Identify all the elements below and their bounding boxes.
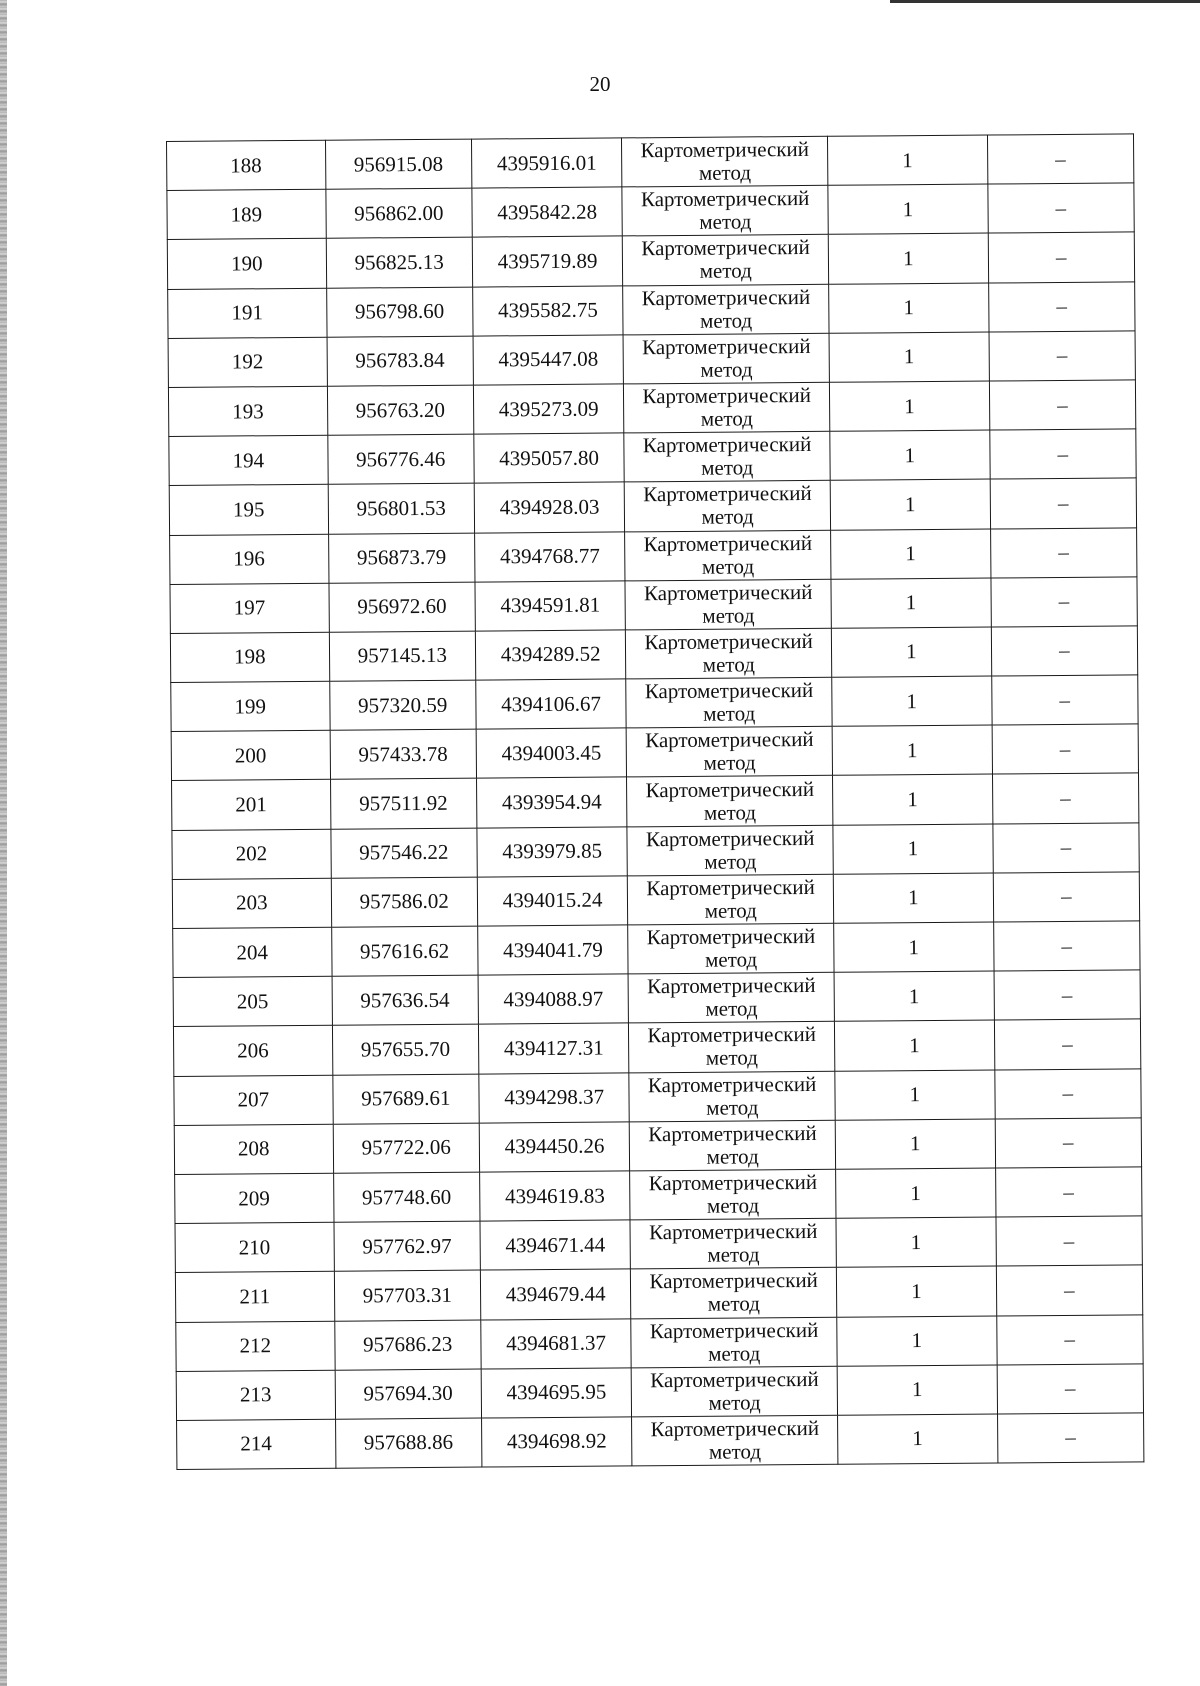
x-coordinate-cell: 957616.62 bbox=[331, 926, 478, 976]
y-coordinate-cell: 4394127.31 bbox=[478, 1023, 629, 1073]
y-coordinate-cell: 4394681.37 bbox=[481, 1318, 632, 1368]
method-line-2: метод bbox=[704, 947, 758, 972]
method-cell bbox=[626, 727, 832, 778]
method-line-2: метод bbox=[702, 652, 755, 677]
description-cell: – bbox=[996, 1265, 1143, 1315]
accuracy-cell: 1 bbox=[831, 529, 991, 579]
point-number-cell: 206 bbox=[173, 1026, 332, 1076]
method-cell bbox=[626, 677, 832, 728]
accuracy-cell: 1 bbox=[833, 824, 993, 874]
table-row bbox=[177, 1413, 1144, 1470]
point-number-cell: 196 bbox=[170, 534, 329, 584]
table-row bbox=[169, 429, 1136, 486]
point-number-cell: 213 bbox=[176, 1370, 335, 1420]
method-line-1: Картометрический bbox=[647, 1071, 817, 1097]
y-coordinate-cell: 4395916.01 bbox=[471, 138, 622, 188]
method-cell bbox=[630, 1218, 836, 1269]
table-row bbox=[174, 1118, 1141, 1175]
method-cell bbox=[625, 530, 831, 581]
description-cell: – bbox=[993, 921, 1140, 971]
method-line-2: метод bbox=[699, 209, 752, 235]
x-coordinate-cell: 957320.59 bbox=[329, 680, 476, 730]
table-row bbox=[171, 724, 1138, 781]
table-row bbox=[175, 1265, 1142, 1322]
accuracy-cell: 1 bbox=[827, 135, 987, 185]
method-cell bbox=[628, 874, 834, 925]
y-coordinate-cell: 4394591.81 bbox=[475, 581, 626, 631]
point-number-cell: 201 bbox=[172, 780, 331, 830]
method-cell bbox=[630, 1169, 836, 1220]
method-cell bbox=[627, 825, 833, 876]
point-number-cell: 214 bbox=[177, 1419, 336, 1469]
accuracy-cell: 1 bbox=[834, 971, 994, 1021]
description-cell: – bbox=[991, 626, 1138, 676]
accuracy-cell: 1 bbox=[837, 1365, 997, 1415]
method-cell bbox=[623, 235, 829, 286]
method-line-1: Картометрический bbox=[645, 825, 815, 851]
y-coordinate-cell: 4395582.75 bbox=[473, 285, 624, 335]
point-number-cell: 212 bbox=[176, 1321, 335, 1371]
x-coordinate-cell: 957688.86 bbox=[335, 1418, 482, 1468]
description-cell: – bbox=[989, 429, 1136, 479]
y-coordinate-cell: 4394671.44 bbox=[480, 1220, 631, 1270]
x-coordinate-cell: 957546.22 bbox=[331, 828, 478, 878]
point-number-cell: 190 bbox=[167, 239, 326, 289]
description-cell: – bbox=[990, 478, 1137, 528]
top-rule bbox=[890, 0, 1200, 3]
x-coordinate-cell: 957686.23 bbox=[334, 1320, 481, 1370]
y-coordinate-cell: 4394015.24 bbox=[477, 876, 628, 926]
method-line-1: Картометрический bbox=[646, 924, 816, 950]
method-line-2: метод bbox=[706, 1144, 759, 1169]
x-coordinate-cell: 957655.70 bbox=[332, 1024, 479, 1074]
method-cell bbox=[631, 1366, 837, 1417]
accuracy-cell: 1 bbox=[834, 1020, 994, 1070]
table-row bbox=[175, 1167, 1142, 1224]
x-coordinate-cell: 956873.79 bbox=[328, 533, 475, 583]
method-line-2: метод bbox=[708, 1340, 761, 1366]
method-cell bbox=[622, 136, 828, 187]
method-line-2: метод bbox=[705, 1045, 759, 1071]
x-coordinate-cell: 956801.53 bbox=[328, 483, 475, 533]
description-cell: – bbox=[994, 970, 1141, 1020]
method-line-1: Картометрический bbox=[648, 1120, 817, 1147]
description-cell: – bbox=[992, 724, 1139, 774]
method-line-1: Картометрический bbox=[645, 776, 815, 802]
method-line-2: метод bbox=[707, 1291, 760, 1317]
point-number-cell: 189 bbox=[167, 189, 326, 239]
table-row bbox=[173, 921, 1140, 978]
x-coordinate-cell: 956825.13 bbox=[326, 237, 473, 287]
description-cell: – bbox=[988, 183, 1135, 233]
x-coordinate-cell: 956763.20 bbox=[327, 385, 474, 435]
point-number-cell: 198 bbox=[170, 632, 329, 682]
description-cell: – bbox=[995, 1118, 1142, 1168]
method-cell bbox=[625, 579, 831, 630]
method-line-2: метод bbox=[701, 455, 754, 481]
accuracy-cell: 1 bbox=[835, 1070, 995, 1120]
point-number-cell: 210 bbox=[175, 1222, 334, 1272]
method-line-1: Картометрический bbox=[644, 678, 814, 704]
method-line-2: метод bbox=[700, 406, 754, 431]
point-number-cell: 209 bbox=[175, 1173, 334, 1223]
point-number-cell: 202 bbox=[172, 829, 331, 879]
method-line-2: метод bbox=[707, 1242, 760, 1268]
point-number-cell: 203 bbox=[172, 878, 331, 928]
x-coordinate-cell: 957694.30 bbox=[335, 1369, 482, 1419]
description-cell: – bbox=[993, 872, 1140, 922]
accuracy-cell: 1 bbox=[832, 725, 992, 775]
table-row bbox=[167, 134, 1134, 191]
y-coordinate-cell: 4394003.45 bbox=[476, 728, 627, 778]
x-coordinate-cell: 957586.02 bbox=[331, 877, 478, 927]
method-line-1: Картометрический bbox=[647, 1022, 817, 1048]
method-cell bbox=[624, 382, 830, 433]
accuracy-cell: 1 bbox=[833, 774, 993, 824]
y-coordinate-cell: 4395447.08 bbox=[473, 335, 624, 385]
description-cell: – bbox=[996, 1314, 1143, 1364]
x-coordinate-cell: 957762.97 bbox=[334, 1221, 481, 1271]
accuracy-cell: 1 bbox=[836, 1266, 996, 1316]
method-cell bbox=[628, 923, 834, 974]
accuracy-cell: 1 bbox=[836, 1217, 996, 1267]
method-cell bbox=[624, 431, 830, 482]
point-number-cell: 211 bbox=[175, 1272, 334, 1322]
table-row bbox=[170, 626, 1137, 683]
method-cell bbox=[629, 1022, 835, 1073]
method-line-2: метод bbox=[699, 308, 753, 333]
description-cell: – bbox=[997, 1413, 1144, 1463]
method-line-2: метод bbox=[706, 1095, 759, 1120]
x-coordinate-cell: 957636.54 bbox=[332, 975, 479, 1025]
y-coordinate-cell: 4394041.79 bbox=[478, 925, 629, 975]
description-cell: – bbox=[990, 527, 1137, 577]
scan-edge-artifact bbox=[0, 0, 7, 1686]
description-cell: – bbox=[988, 281, 1135, 331]
x-coordinate-cell: 956915.08 bbox=[325, 139, 472, 189]
method-line-1: Картометрический bbox=[649, 1268, 818, 1294]
coordinates-table-body bbox=[167, 134, 1144, 1470]
y-coordinate-cell: 4395057.80 bbox=[474, 433, 625, 483]
method-line-2: метод bbox=[705, 996, 758, 1022]
accuracy-cell: 1 bbox=[829, 381, 989, 431]
method-line-1: Картометрический bbox=[649, 1317, 819, 1343]
description-cell: – bbox=[992, 773, 1139, 823]
y-coordinate-cell: 4395719.89 bbox=[472, 236, 623, 286]
accuracy-cell: 1 bbox=[832, 676, 992, 726]
table-row bbox=[176, 1314, 1143, 1371]
point-number-cell: 194 bbox=[169, 435, 328, 485]
method-line-1: Картометрический bbox=[641, 235, 810, 261]
method-line-2: метод bbox=[703, 750, 756, 776]
point-number-cell: 192 bbox=[168, 337, 327, 387]
method-cell bbox=[627, 776, 833, 827]
accuracy-cell: 1 bbox=[828, 184, 988, 234]
y-coordinate-cell: 4394698.92 bbox=[481, 1417, 632, 1467]
method-line-2: метод bbox=[708, 1439, 762, 1464]
method-line-1: Картометрический bbox=[648, 1169, 818, 1196]
method-cell bbox=[632, 1415, 838, 1466]
point-number-cell: 204 bbox=[173, 927, 332, 977]
x-coordinate-cell: 956798.60 bbox=[326, 287, 473, 337]
table-row bbox=[176, 1364, 1143, 1421]
method-line-2: метод bbox=[702, 603, 755, 628]
description-cell: – bbox=[993, 823, 1140, 873]
point-number-cell: 205 bbox=[173, 976, 332, 1026]
method-line-2: метод bbox=[701, 504, 754, 530]
method-line-1: Картометрический bbox=[641, 284, 811, 310]
point-number-cell: 207 bbox=[174, 1075, 333, 1125]
method-line-2: метод bbox=[700, 357, 753, 382]
description-cell: – bbox=[987, 134, 1134, 184]
x-coordinate-cell: 956783.84 bbox=[327, 336, 474, 386]
table-row bbox=[169, 478, 1136, 535]
y-coordinate-cell: 4394088.97 bbox=[478, 974, 629, 1024]
accuracy-cell: 1 bbox=[830, 479, 990, 529]
page-number: 20 bbox=[589, 72, 611, 96]
description-cell: – bbox=[994, 1019, 1141, 1069]
method-cell bbox=[626, 628, 832, 679]
y-coordinate-cell: 4394768.77 bbox=[475, 531, 626, 581]
table-row bbox=[170, 577, 1137, 634]
coordinates-table bbox=[166, 133, 1144, 1470]
method-line-1: Картометрический bbox=[646, 874, 815, 901]
point-number-cell: 188 bbox=[167, 140, 326, 190]
accuracy-cell: 1 bbox=[834, 922, 994, 972]
y-coordinate-cell: 4395842.28 bbox=[472, 187, 623, 237]
description-cell: – bbox=[989, 331, 1136, 381]
table-row bbox=[173, 1019, 1140, 1076]
accuracy-cell: 1 bbox=[831, 627, 991, 677]
method-line-1: Картометрический bbox=[642, 432, 812, 458]
point-number-cell: 193 bbox=[168, 386, 327, 436]
method-cell bbox=[623, 333, 829, 384]
table-row bbox=[168, 331, 1135, 388]
method-line-1: Картометрический bbox=[648, 1219, 818, 1245]
accuracy-cell: 1 bbox=[837, 1316, 997, 1366]
method-line-2: метод bbox=[701, 553, 755, 579]
accuracy-cell: 1 bbox=[838, 1414, 998, 1464]
method-line-2: метод bbox=[699, 258, 752, 284]
description-cell: – bbox=[991, 577, 1138, 627]
description-cell: – bbox=[997, 1364, 1144, 1414]
accuracy-cell: 1 bbox=[836, 1168, 996, 1218]
y-coordinate-cell: 4394298.37 bbox=[479, 1072, 630, 1122]
point-number-cell: 199 bbox=[171, 681, 330, 731]
method-cell bbox=[631, 1268, 837, 1319]
accuracy-cell: 1 bbox=[831, 578, 991, 628]
method-line-1: Картометрический bbox=[640, 137, 810, 163]
description-cell: – bbox=[995, 1167, 1142, 1217]
y-coordinate-cell: 4394679.44 bbox=[480, 1269, 631, 1319]
table-row bbox=[171, 675, 1138, 732]
x-coordinate-cell: 957689.61 bbox=[332, 1074, 479, 1124]
method-line-1: Картометрический bbox=[643, 481, 812, 507]
description-cell: – bbox=[994, 1068, 1141, 1118]
x-coordinate-cell: 957511.92 bbox=[330, 779, 477, 829]
method-line-2: метод bbox=[708, 1390, 761, 1415]
x-coordinate-cell: 956776.46 bbox=[327, 434, 474, 484]
point-number-cell: 191 bbox=[168, 288, 327, 338]
y-coordinate-cell: 4394106.67 bbox=[476, 679, 627, 729]
accuracy-cell: 1 bbox=[829, 283, 989, 333]
method-cell bbox=[623, 284, 829, 335]
point-number-cell: 197 bbox=[170, 583, 329, 633]
description-cell: – bbox=[996, 1216, 1143, 1266]
method-line-1: Картометрический bbox=[646, 973, 816, 999]
method-line-2: метод bbox=[704, 898, 757, 923]
method-cell bbox=[628, 972, 834, 1023]
x-coordinate-cell: 957433.78 bbox=[330, 729, 477, 779]
method-cell bbox=[629, 1071, 835, 1122]
method-line-2: метод bbox=[706, 1193, 760, 1218]
method-line-1: Картометрический bbox=[641, 333, 811, 360]
method-line-2: метод bbox=[704, 849, 757, 874]
method-cell bbox=[625, 481, 831, 532]
method-cell bbox=[630, 1120, 836, 1171]
x-coordinate-cell: 956972.60 bbox=[329, 582, 476, 632]
method-line-1: Картометрический bbox=[643, 579, 813, 606]
accuracy-cell: 1 bbox=[828, 233, 988, 283]
x-coordinate-cell: 957145.13 bbox=[329, 631, 476, 681]
method-line-1: Картометрический bbox=[643, 530, 813, 556]
accuracy-cell: 1 bbox=[833, 873, 993, 923]
method-line-1: Картометрический bbox=[642, 382, 812, 409]
table-row bbox=[172, 773, 1139, 830]
y-coordinate-cell: 4393979.85 bbox=[477, 827, 628, 877]
point-number-cell: 200 bbox=[171, 730, 330, 780]
method-line-2: метод bbox=[703, 701, 756, 726]
table-row bbox=[168, 380, 1135, 437]
accuracy-cell: 1 bbox=[829, 332, 989, 382]
y-coordinate-cell: 4394928.03 bbox=[474, 482, 625, 532]
y-coordinate-cell: 4394450.26 bbox=[479, 1122, 630, 1172]
table-row bbox=[167, 232, 1134, 289]
accuracy-cell: 1 bbox=[835, 1119, 995, 1169]
accuracy-cell: 1 bbox=[830, 430, 990, 480]
table-row bbox=[172, 823, 1139, 880]
y-coordinate-cell: 4394289.52 bbox=[475, 630, 626, 680]
y-coordinate-cell: 4394619.83 bbox=[480, 1171, 631, 1221]
method-line-2: метод bbox=[698, 160, 752, 185]
method-line-1: Картометрический bbox=[650, 1366, 819, 1393]
table-row bbox=[167, 183, 1134, 240]
table-row bbox=[172, 872, 1139, 929]
description-cell: – bbox=[988, 232, 1135, 282]
method-line-1: Картометрический bbox=[645, 727, 814, 753]
x-coordinate-cell: 957748.60 bbox=[333, 1172, 480, 1222]
point-number-cell: 195 bbox=[169, 485, 328, 535]
x-coordinate-cell: 956862.00 bbox=[325, 188, 472, 238]
table-row bbox=[175, 1216, 1142, 1273]
y-coordinate-cell: 4393954.94 bbox=[476, 777, 627, 827]
method-line-1: Картометрический bbox=[644, 628, 813, 655]
x-coordinate-cell: 957703.31 bbox=[334, 1270, 481, 1320]
method-cell bbox=[631, 1317, 837, 1368]
table-row bbox=[174, 1068, 1141, 1125]
description-cell: – bbox=[991, 675, 1138, 725]
method-line-2: метод bbox=[703, 799, 757, 825]
table-row bbox=[170, 527, 1137, 584]
table-row bbox=[168, 281, 1135, 338]
y-coordinate-cell: 4394695.95 bbox=[481, 1368, 632, 1418]
method-line-1: Картометрический bbox=[640, 186, 810, 212]
description-cell: – bbox=[989, 380, 1136, 430]
x-coordinate-cell: 957722.06 bbox=[333, 1123, 480, 1173]
method-cell bbox=[622, 185, 828, 236]
method-line-1: Картометрический bbox=[650, 1415, 820, 1442]
y-coordinate-cell: 4395273.09 bbox=[473, 384, 624, 434]
table-row bbox=[173, 970, 1140, 1027]
point-number-cell: 208 bbox=[174, 1124, 333, 1174]
